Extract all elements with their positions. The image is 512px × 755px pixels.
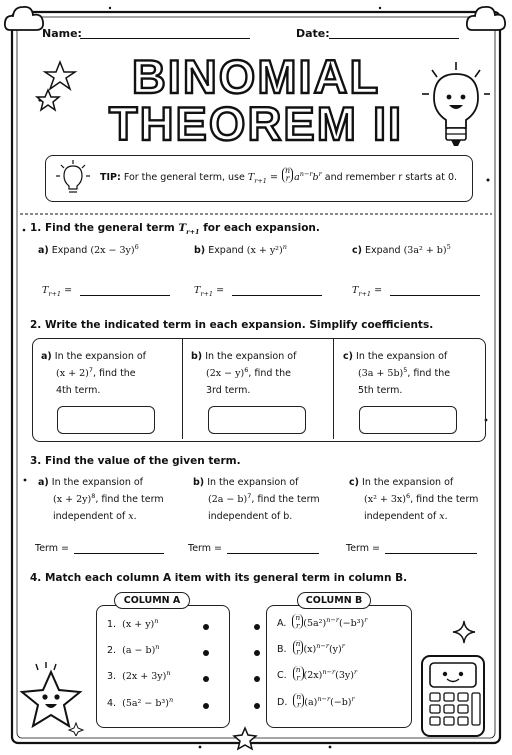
q1-item-b	[194, 242, 287, 256]
q1-item-word: Expand	[208, 245, 244, 256]
tip-text	[100, 165, 458, 185]
column-b-item[interactable]	[277, 613, 368, 630]
q3-heading: 3. Find the value of the given term.	[30, 455, 241, 467]
binomial-coefficient	[293, 693, 304, 708]
match-dot-a2[interactable]	[203, 650, 209, 656]
column-a-num: 3.	[107, 671, 117, 682]
match-dot-a3[interactable]	[203, 676, 209, 682]
tip-binom-top: n	[284, 165, 291, 175]
star-icon	[14, 660, 92, 736]
q2-item-exp: 6	[244, 365, 249, 374]
q1-item-letter: c)	[352, 245, 362, 256]
q1-answer-t: T	[352, 285, 359, 296]
q3-item-letter: b)	[193, 477, 205, 488]
q3-answer-c-label: Term =	[346, 543, 381, 554]
q2-heading: 2. Write the indicated term in each expansion. Simplify coefficients.	[30, 319, 434, 331]
tip-formula-t: T	[247, 172, 255, 183]
q1-answer-eq: =	[374, 285, 383, 296]
column-a-exp: n	[154, 616, 159, 625]
binomial-coefficient	[293, 666, 304, 681]
q1-heading-sub: r+1	[186, 228, 200, 237]
column-b-e1: n−r	[317, 694, 331, 703]
q1-answer-c-label	[352, 285, 382, 296]
q1-answer-sub: r+1	[48, 289, 62, 298]
tip-post: and remember r starts at 0.	[324, 172, 458, 183]
q3-item-line3: independent of	[364, 511, 437, 522]
q2-item-b	[191, 348, 296, 399]
q2-item-post: , find the	[92, 368, 136, 379]
column-b-letter: D.	[277, 697, 288, 708]
q3-item-b	[193, 474, 320, 525]
q3-item-line3: independent of	[53, 511, 126, 522]
q1-item-base: (x + y²)	[246, 245, 283, 256]
q1-answer-t: T	[42, 285, 49, 296]
column-a-item[interactable]	[107, 668, 171, 682]
q3-item-exp: 7	[247, 491, 252, 500]
column-b-title: COLUMN B	[297, 592, 371, 609]
q3-item-var: x.	[128, 511, 137, 522]
q1-answer-eq: =	[64, 285, 73, 296]
tip-binom-bottom: r	[285, 173, 290, 183]
name-label: Name:	[42, 27, 82, 40]
q3-item-line1: In the expansion of	[207, 477, 299, 488]
tip-formula-eq: =	[269, 172, 278, 183]
q1-item-c	[352, 242, 451, 256]
title-line-2: THEOREM II	[108, 97, 404, 150]
q2-item-line3: 4th term.	[56, 385, 101, 396]
sparkle-icon	[452, 620, 476, 644]
q3-answer-c-field[interactable]	[385, 553, 477, 554]
q1-item-letter: b)	[194, 245, 206, 256]
binom-bottom: r	[296, 646, 300, 656]
match-dot-a1[interactable]	[203, 624, 209, 630]
column-b-e1: n−r	[326, 615, 339, 624]
tip-formula-exp1: n−r	[299, 169, 313, 178]
q1-heading	[30, 222, 320, 237]
q1-item-word: Expand	[51, 245, 88, 256]
binom-bottom: r	[296, 620, 300, 630]
column-b-e2: r	[341, 641, 345, 650]
q2-item-exp: 7	[88, 365, 93, 374]
q2-item-line1: In the expansion of	[205, 351, 297, 362]
column-a-base: (2x + 3y)	[122, 671, 167, 682]
q2-item-base: (2x − y)	[206, 368, 245, 379]
q2-item-exp: 5	[403, 365, 408, 374]
lightbulb-icon	[55, 158, 91, 198]
q1-answer-t: T	[194, 285, 201, 296]
q1-heading-text: 1. Find the general term	[30, 222, 175, 234]
q3-item-line1: In the expansion of	[362, 477, 454, 488]
column-b-t2: (3y)	[335, 670, 354, 681]
column-b-t2: (−b³)	[338, 618, 365, 629]
column-a-num: 4.	[107, 698, 117, 709]
column-a-exp: n	[155, 642, 160, 651]
q3-item-exp: 6	[405, 491, 411, 500]
tip-formula-b: b	[312, 172, 319, 183]
q3-item-a	[38, 474, 164, 525]
tip-pre: For the general term, use	[123, 172, 245, 183]
match-dot-ba[interactable]	[254, 624, 260, 630]
q2-item-c	[343, 348, 450, 399]
q2-item-base: (x + 2)	[56, 368, 89, 379]
binom-top: n	[295, 613, 301, 622]
column-a-item[interactable]	[107, 642, 160, 656]
q3-item-base: (x² + 3x)	[364, 494, 406, 505]
column-a-base: (x + y)	[122, 619, 155, 630]
q2-answer-c-box[interactable]	[359, 406, 457, 434]
tip-formula-a: a	[294, 172, 300, 183]
q3-answer-b-label: Term =	[188, 543, 223, 554]
q2-item-line1: In the expansion of	[54, 351, 147, 362]
column-a-exp: n	[168, 695, 174, 704]
q1-item-base: (2x − 3y)	[90, 245, 135, 256]
q1-answer-sub: r+1	[358, 289, 372, 298]
binom-bottom: r	[297, 699, 301, 709]
match-dot-a4[interactable]	[203, 703, 209, 709]
q3-item-post: , find the term	[95, 494, 164, 505]
name-field[interactable]	[80, 38, 250, 39]
binom-top: n	[295, 639, 301, 648]
column-b-item[interactable]	[277, 665, 358, 682]
q2-item-line3: 3rd term.	[206, 385, 251, 396]
q1-heading-t: T	[178, 222, 187, 234]
title-line-1: BINOMIAL	[131, 50, 381, 103]
q1-answer-a-field[interactable]	[80, 295, 170, 296]
q2-item-base: (3a + 5b)	[358, 368, 404, 379]
q1-answer-c-field[interactable]	[390, 295, 480, 296]
column-a-base: (a − b)	[122, 645, 156, 656]
q1-item-base: (3a² + b)	[403, 245, 447, 256]
column-b-t1: (2x)	[303, 670, 323, 681]
q3-item-post: , find the term	[410, 494, 479, 505]
match-dot-bd[interactable]	[254, 703, 260, 709]
q3-item-post: , find the term	[251, 494, 320, 505]
column-b-t2: (y)	[328, 644, 342, 655]
binom-bottom: r	[296, 672, 300, 682]
column-a-num: 1.	[107, 619, 117, 630]
q2-item-line1: In the expansion of	[356, 351, 448, 362]
column-b-t1: (5a²)	[303, 618, 327, 629]
column-a-title: COLUMN A	[114, 592, 190, 609]
q2-item-letter: a)	[41, 351, 52, 362]
q1-heading-post: for each expansion.	[203, 222, 320, 234]
binom-top: n	[296, 692, 302, 701]
tip-label: TIP:	[100, 172, 121, 183]
binom-top: n	[295, 665, 301, 674]
q3-answer-b-field[interactable]	[227, 553, 319, 554]
q1-item-word: Expand	[365, 245, 401, 256]
q3-item-base: (2a − b)	[208, 494, 248, 505]
column-b-e1: n−r	[316, 641, 329, 650]
calculator-icon	[414, 650, 492, 742]
column-a-item[interactable]	[107, 616, 159, 630]
q2-item-letter: b)	[191, 351, 203, 362]
column-b-letter: B.	[277, 644, 287, 655]
binomial-coefficient	[293, 640, 304, 655]
q2-item-letter: c)	[343, 351, 353, 362]
column-b-item[interactable]	[277, 639, 345, 656]
column-b-letter: A.	[277, 618, 287, 629]
divider	[20, 212, 492, 216]
column-b-t1: (x)	[303, 644, 317, 655]
column-a-exp: n	[166, 668, 171, 677]
star-icon	[232, 726, 258, 752]
q3-item-exp: 8	[91, 491, 96, 500]
binomial-coefficient	[292, 614, 303, 629]
column-b-letter: C.	[277, 670, 287, 681]
column-b-e2: r	[351, 694, 355, 703]
q1-item-a	[38, 242, 139, 256]
q1-item-exp: 6	[134, 242, 139, 251]
q1-answer-sub: r+1	[200, 289, 214, 298]
q3-item-letter: a)	[38, 477, 49, 488]
q2-item-a	[41, 348, 146, 399]
q2-item-post: , find the	[407, 368, 451, 379]
q3-item-base: (x + 2y)	[53, 494, 92, 505]
q2-item-line3: 5th term.	[358, 385, 403, 396]
match-dot-bb[interactable]	[254, 650, 260, 656]
q1-answer-b-field[interactable]	[232, 295, 322, 296]
q3-item-c	[349, 474, 478, 525]
q3-answer-a-field[interactable]	[74, 553, 164, 554]
column-b-item[interactable]	[277, 692, 355, 709]
q4-heading: 4. Match each column A item with its general term in column B.	[30, 572, 408, 584]
tip-formula-sub: r+1	[254, 176, 267, 185]
q2-divider	[182, 339, 183, 439]
date-label: Date:	[296, 27, 330, 40]
column-a-item[interactable]	[107, 695, 174, 709]
column-b-e2: r	[364, 615, 368, 624]
q2-answer-b-box[interactable]	[208, 406, 306, 434]
column-b-t2: (−b)	[330, 697, 352, 708]
q1-item-letter: a)	[38, 245, 49, 256]
date-field[interactable]	[329, 38, 459, 39]
q1-answer-eq: =	[216, 285, 225, 296]
tip-formula-exp2: r	[318, 169, 322, 178]
column-a-num: 2.	[107, 645, 117, 656]
lightbulb-icon	[418, 58, 494, 154]
column-b-t1: (a)	[304, 697, 318, 708]
q3-item-letter: c)	[349, 477, 359, 488]
q3-answer-a-label: Term =	[35, 543, 70, 554]
cloud-icon	[464, 2, 510, 36]
column-b-e1: n−r	[322, 667, 336, 676]
q2-item-post: , find the	[248, 368, 292, 379]
q2-divider	[333, 339, 334, 439]
q1-answer-b-label	[194, 285, 224, 296]
q1-answer-a-label	[42, 285, 72, 296]
q3-item-line3: independent of b.	[208, 511, 293, 522]
tip-binomial	[282, 167, 293, 183]
match-dot-bc[interactable]	[254, 676, 260, 682]
q1-item-exp: 5	[446, 242, 451, 251]
column-b-e2: r	[353, 667, 358, 676]
q3-item-line1: In the expansion of	[51, 477, 144, 488]
q3-item-var: x.	[439, 511, 448, 522]
column-a-base: (5a² − b³)	[122, 698, 169, 709]
q1-item-exp: n	[282, 242, 287, 251]
q2-answer-a-box[interactable]	[57, 406, 155, 434]
